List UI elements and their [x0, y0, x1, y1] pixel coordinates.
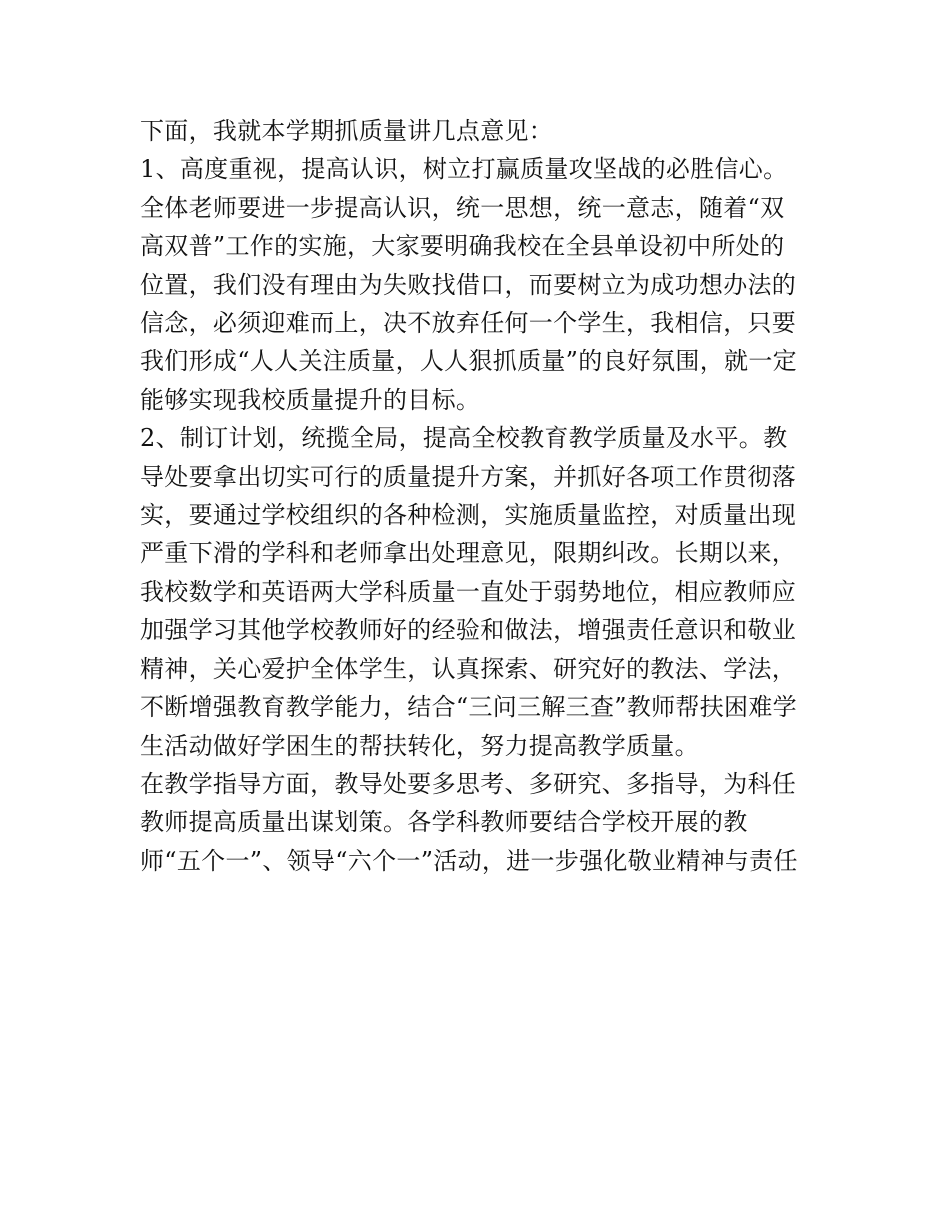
- text-line: 全体老师要进一步提高认识，统一思想，统一意志，随着“双: [140, 193, 785, 222]
- text-line: 我校数学和英语两大学科质量一直处于弱势地位，相应教师应: [140, 577, 797, 606]
- text-line: 导处要拿出切实可行的质量提升方案，并抓好各项工作贯彻落: [140, 462, 797, 491]
- text-line-point2-heading: 2、制订计划，统揽全局，提高全校教育教学质量及水平。教: [140, 424, 788, 453]
- text-line-intro: 下面，我就本学期抓质量讲几点意见：: [140, 117, 554, 145]
- text-line: 能够实现我校质量提升的目标。: [140, 385, 481, 414]
- text-line: 位置，我们没有理由为失败找借口，而要树立为成功想办法的: [140, 270, 797, 299]
- text-line: 生活动做好学困生的帮扶转化，努力提高教学质量。: [140, 731, 699, 760]
- text-line: 信念，必须迎难而上，决不放弃任何一个学生，我相信，只要: [140, 309, 797, 338]
- text-line: 精神，关心爱护全体学生，认真探索、研究好的教法、学法，: [140, 654, 797, 683]
- text-line: 教师提高质量出谋划策。各学科教师要结合学校开展的教: [140, 808, 748, 837]
- text-line: 严重下滑的学科和老师拿出处理意见，限期纠改。长期以来，: [140, 539, 797, 568]
- text-line: 实，要通过学校组织的各种检测，实施质量监控，对质量出现: [140, 501, 797, 530]
- text-line: 加强学习其他学校教师好的经验和做法，增强责任意识和敬业: [140, 616, 797, 645]
- text-line: 我们形成“人人关注质量，人人狠抓质量”的良好氛围，就一定: [140, 347, 797, 376]
- document-body: [140, 112, 820, 880]
- text-line: 师“五个一”、领导“六个一”活动，进一步强化敬业精神与责任: [140, 846, 798, 875]
- text-line: 不断增强教育教学能力，结合“三问三解三查”教师帮扶困难学: [140, 693, 797, 722]
- text-line: 在教学指导方面，教导处要多思考、多研究、多指导，为科任: [140, 769, 797, 798]
- text-line-point1-heading: 1、高度重视，提高认识，树立打赢质量攻坚战的必胜信心。: [140, 155, 788, 184]
- text-line: 高双普”工作的实施，大家要明确我校在全县单设初中所处的: [140, 232, 785, 261]
